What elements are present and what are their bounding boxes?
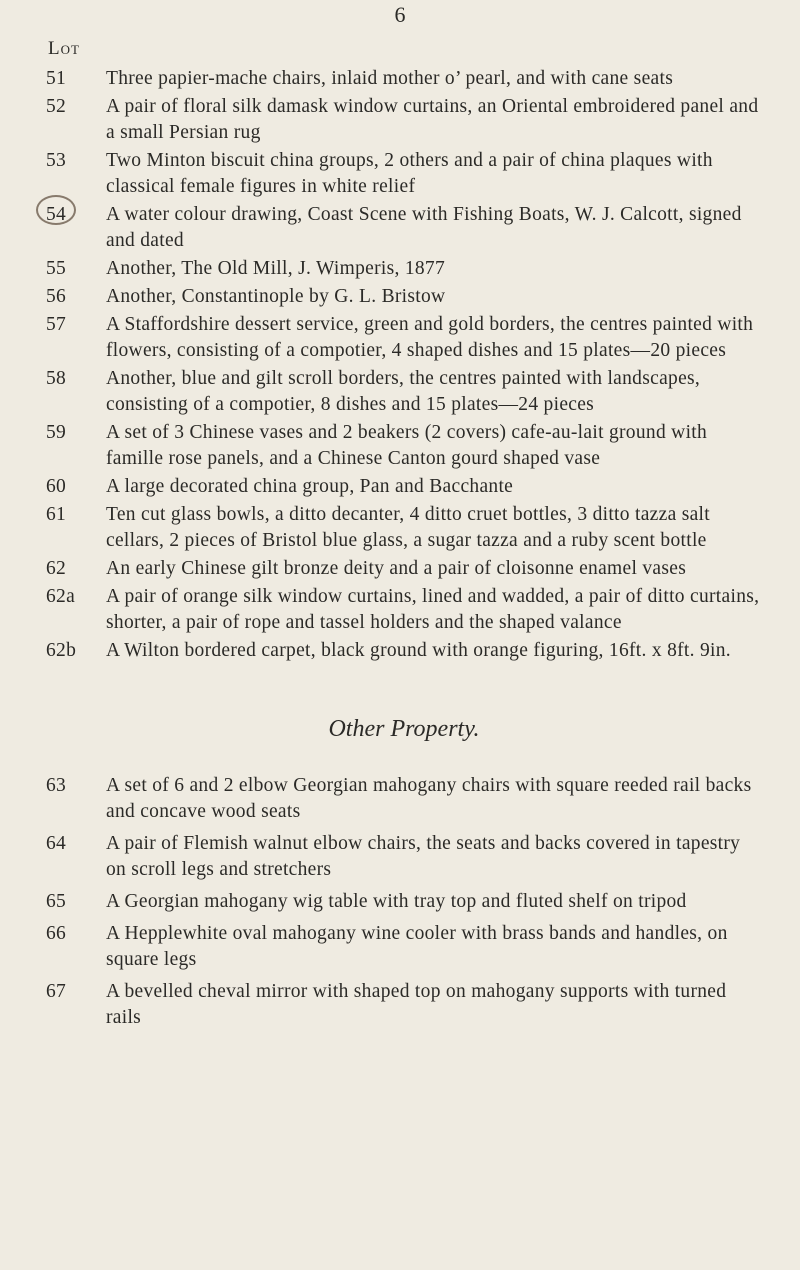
lot-description: Three papier-mache chairs, inlaid mother o’ pearl, and with cane seats xyxy=(106,68,674,89)
lot-number: 53 xyxy=(46,150,67,171)
other-property-list xyxy=(46,773,762,1031)
lot-number: 64 xyxy=(46,833,67,854)
lot-number: 62 xyxy=(46,558,67,579)
lot-description: A Georgian mahogany wig table with tray top and fluted shelf on tripod xyxy=(106,891,687,912)
lot-number: 67 xyxy=(46,981,67,1002)
lot-item xyxy=(46,979,762,1031)
lot-description: Another, The Old Mill, J. Wimperis, 1877 xyxy=(106,258,446,279)
lot-number: 55 xyxy=(46,258,67,279)
lot-item xyxy=(46,202,762,254)
lot-number: 58 xyxy=(46,368,67,389)
lot-description: A pair of orange silk window curtains, lined and wadded, a pair of ditto curtains, shorter, a pair of rope and tassel holders and the shaped valance xyxy=(106,586,760,633)
lot-number: 56 xyxy=(46,286,67,307)
page-number: 6 xyxy=(394,2,406,27)
lot-item xyxy=(46,284,762,310)
lot-column-header: Lot xyxy=(48,38,80,59)
lot-description: Two Minton biscuit china groups, 2 others and a pair of china plaques with classical female figures in white relief xyxy=(106,150,713,197)
lot-item xyxy=(46,256,762,282)
lot-number: 51 xyxy=(46,68,67,89)
lot-number: 54 xyxy=(46,204,67,225)
lot-item xyxy=(46,638,762,664)
lot-item xyxy=(46,831,762,883)
lot-number: 60 xyxy=(46,476,67,497)
lot-item xyxy=(46,420,762,472)
lot-description: A Hepplewhite oval mahogany wine cooler with brass bands and handles, on square legs xyxy=(106,923,728,970)
lot-number: 63 xyxy=(46,775,67,796)
lot-number: 57 xyxy=(46,314,67,335)
lot-description: A set of 3 Chinese vases and 2 beakers (2 covers) cafe-au-lait ground with famille rose panels, and a Chinese Canton gourd shaped vase xyxy=(106,422,708,469)
lot-description: Another, Constantinople by G. L. Bristow xyxy=(106,286,446,307)
lot-item xyxy=(46,366,762,418)
lot-number: 59 xyxy=(46,422,67,443)
lot-description: A bevelled cheval mirror with shaped top on mahogany supports with turned rails xyxy=(106,981,727,1028)
section-title: Other Property. xyxy=(328,716,480,742)
lot-item xyxy=(46,474,762,500)
lot-description: A Staffordshire dessert service, green and gold borders, the centres painted with flowers, consisting of a compotier, 4 shaped dishes and 15 plates—20 pieces xyxy=(106,314,754,361)
lot-description: A set of 6 and 2 elbow Georgian mahogany chairs with square reeded rail backs and concave wood seats xyxy=(106,775,752,822)
lot-item xyxy=(46,921,762,973)
lot-number: 61 xyxy=(46,504,67,525)
lot-description: Another, blue and gilt scroll borders, the centres painted with landscapes, consisting of a compotier, 8 dishes and 15 plates—24 pieces xyxy=(106,368,701,415)
lot-item xyxy=(46,773,762,825)
lot-number: 62b xyxy=(46,640,77,661)
lot-description: An early Chinese gilt bronze deity and a pair of cloisonne enamel vases xyxy=(106,558,687,579)
lot-item xyxy=(46,584,762,636)
lot-item xyxy=(46,889,762,915)
lot-list xyxy=(46,66,762,1031)
lot-description: A large decorated china group, Pan and Bacchante xyxy=(106,476,514,497)
lot-number: 52 xyxy=(46,96,67,117)
lot-item xyxy=(46,66,762,92)
lot-item xyxy=(46,148,762,200)
lot-number: 62a xyxy=(46,586,76,607)
lot-item xyxy=(46,502,762,554)
lot-number: 66 xyxy=(46,923,67,944)
lot-item xyxy=(46,312,762,364)
lot-item xyxy=(46,556,762,582)
lot-description: A water colour drawing, Coast Scene with Fishing Boats, W. J. Calcott, signed and dated xyxy=(106,204,742,251)
lot-description: Ten cut glass bowls, a ditto decanter, 4 ditto cruet bottles, 3 ditto tazza salt cellars, 2 pieces of Bristol blue glass, a sugar tazza and a ruby scent bottle xyxy=(106,504,710,551)
lot-description: A pair of Flemish walnut elbow chairs, the seats and backs covered in tapestry on scroll legs and stretchers xyxy=(106,833,741,880)
lot-description: A pair of floral silk damask window curtains, an Oriental embroidered panel and a small Persian rug xyxy=(106,96,759,143)
lot-description: A Wilton bordered carpet, black ground with orange figuring, 16ft. x 8ft. 9in. xyxy=(106,640,731,661)
lot-number: 65 xyxy=(46,891,67,912)
lot-item xyxy=(46,94,762,146)
